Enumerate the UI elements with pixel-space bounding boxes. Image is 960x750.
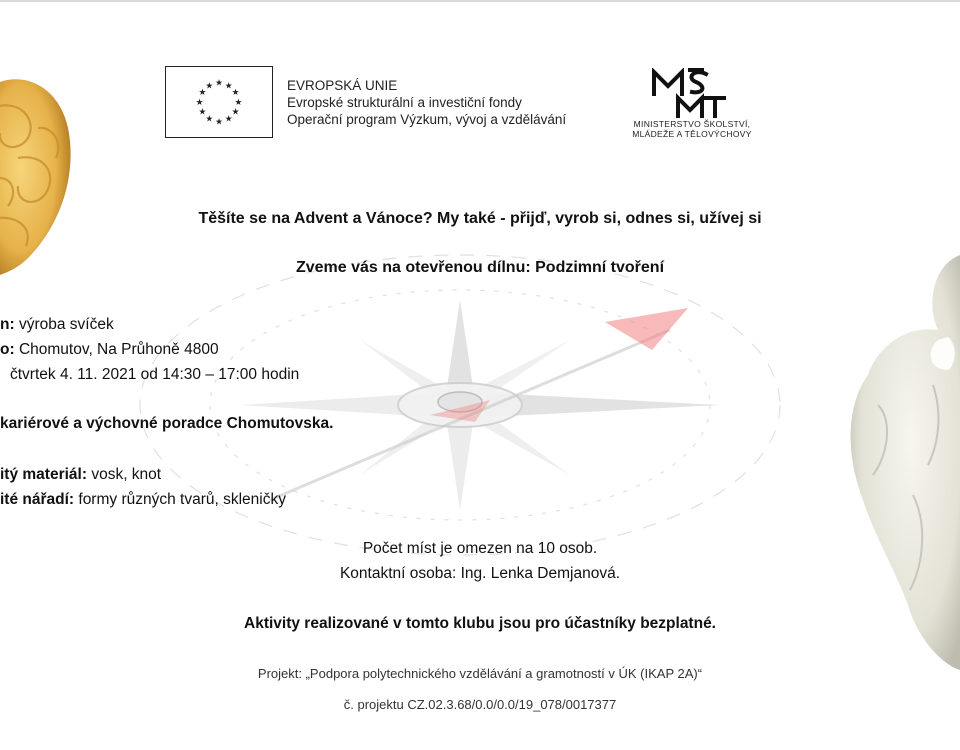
svg-text:★: ★ (231, 107, 240, 118)
eu-flag-logo (165, 66, 273, 138)
date-row (10, 366, 299, 384)
svg-text:★: ★ (205, 114, 214, 125)
material-value: vosk, knot (87, 466, 162, 483)
white-angel-candle-image (838, 245, 960, 675)
place-value: Chomutov, Na Průhoně 4800 (14, 341, 219, 358)
top-border (0, 0, 960, 2)
material-label: itý materiál: (0, 466, 88, 483)
msmt-line-2: MLÁDEŽE A TĚLOVÝCHOVY (632, 129, 752, 139)
svg-text:★: ★ (198, 88, 207, 99)
svg-text:★: ★ (205, 81, 214, 92)
svg-text:★: ★ (215, 117, 223, 128)
contact-person: Kontaktní osoba: Ing. Lenka Demjanová. (339, 565, 621, 582)
activity-row (0, 316, 114, 334)
svg-text:★: ★ (195, 97, 204, 108)
workshop-invitation: Zveme vás na otevřenou dílnu: Podzimní tvoření (295, 259, 665, 276)
date-value: čtvrtek 4. 11. 2021 od 14:30 – 17:00 hodin (10, 366, 300, 383)
place-row (0, 341, 219, 359)
tools-row (0, 491, 286, 509)
project-name: Projekt: „Podpora polytechnického vzdělávání a gramotností v ÚK (IKAP 2A)“ (257, 666, 703, 681)
organizer-text: kariérové a výchovné poradce Chomutovska. (0, 415, 334, 432)
tools-value: formy různých tvarů, skleničky (74, 491, 286, 508)
organizer-row (0, 415, 333, 433)
eu-program-line: Operační program Výzkum, vývoj a vzdělávání (287, 112, 567, 127)
svg-text:★: ★ (231, 88, 240, 99)
svg-text:★: ★ (224, 114, 233, 125)
activity-label: n: (0, 316, 15, 333)
place-label: o: (0, 341, 15, 358)
material-row (0, 466, 161, 484)
activity-value: výroba svíček (14, 316, 114, 333)
msmt-text (612, 119, 772, 139)
svg-text:★: ★ (198, 107, 207, 118)
capacity-note: Počet míst je omezen na 10 osob. (362, 540, 598, 557)
svg-text:★: ★ (234, 97, 243, 108)
svg-text:★: ★ (224, 81, 233, 92)
msmt-line-1: MINISTERSTVO ŠKOLSTVÍ, (633, 119, 751, 129)
eu-program-text (287, 77, 566, 128)
free-activities-note: Aktivity realizované v tomto klubu jsou pro účastníky bezplatné. (244, 615, 716, 632)
eu-title: EVROPSKÁ UNIE (287, 78, 398, 93)
tools-label: ité nářadí: (0, 491, 75, 508)
eu-funds-line: Evropské strukturální a investiční fondy (287, 95, 522, 110)
event-headline: Těšíte se na Advent a Vánoce? My také - přijď, vyrob si, odnes si, užívej si (198, 210, 762, 227)
yellow-rose-candle-image (0, 68, 74, 278)
svg-text:★: ★ (215, 78, 223, 89)
msmt-logo (650, 68, 730, 120)
project-number: č. projektu CZ.02.3.68/0.0/0.0/19_078/0017377 (343, 697, 617, 712)
